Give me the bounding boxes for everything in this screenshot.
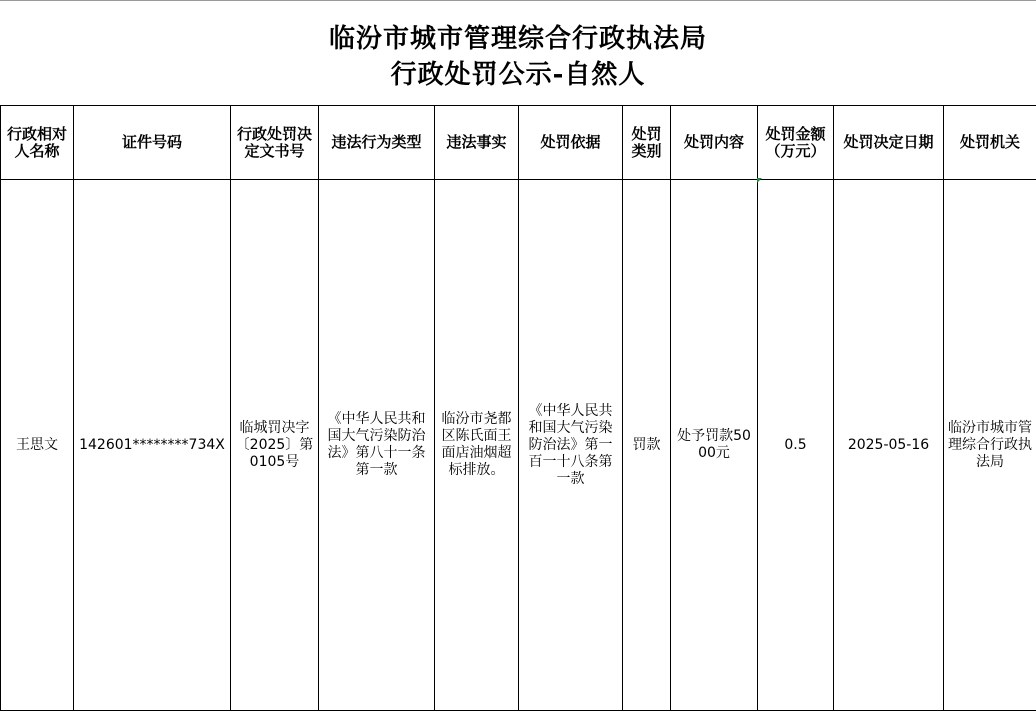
- cell-content[interactable]: 处予罚款5000元: [671, 180, 758, 711]
- cell-violation-type[interactable]: 《中华人民共和国大气污染防治法》第八十一条第一款: [319, 180, 435, 711]
- header-amount: 处罚金额（万元）: [758, 106, 834, 180]
- cell-comment-indicator-icon: [757, 178, 762, 183]
- cell-date[interactable]: 2025-05-16: [834, 180, 944, 711]
- table-row: [1, 180, 1036, 711]
- header-date: 处罚决定日期: [834, 106, 944, 180]
- title-subtitle: 行政处罚公示-自然人: [390, 60, 646, 90]
- penalty-table: [0, 105, 1036, 711]
- header-category: 处罚类别: [623, 106, 671, 180]
- title-agency: 临汾市城市管理综合行政执法局: [328, 24, 707, 54]
- header-facts: 违法事实: [435, 106, 519, 180]
- header-row: [1, 106, 1036, 180]
- title-block: [0, 0, 1036, 105]
- cell-doc-number[interactable]: 临城罚决字〔2025〕第0105号: [231, 180, 319, 711]
- header-party-name: 行政相对人名称: [1, 106, 74, 180]
- header-authority: 处罚机关: [944, 106, 1036, 180]
- cell-party-name[interactable]: 王思文: [1, 180, 74, 711]
- cell-facts[interactable]: 临汾市尧都区陈氏面王面店油烟超标排放。: [435, 180, 519, 711]
- header-violation-type: 违法行为类型: [319, 106, 435, 180]
- cell-category[interactable]: 罚款: [623, 180, 671, 711]
- cell-amount[interactable]: 0.5: [758, 180, 834, 711]
- header-doc-number: 行政处罚决定文书号: [231, 106, 319, 180]
- header-content: 处罚内容: [671, 106, 758, 180]
- header-basis: 处罚依据: [519, 106, 623, 180]
- header-id-number: 证件号码: [74, 106, 231, 180]
- cell-id-number[interactable]: 142601********734X: [74, 180, 231, 711]
- cell-basis[interactable]: 《中华人民共和国大气污染防治法》第一百一十八条第一款: [519, 180, 623, 711]
- cell-authority[interactable]: 临汾市城市管理综合行政执法局: [944, 180, 1036, 711]
